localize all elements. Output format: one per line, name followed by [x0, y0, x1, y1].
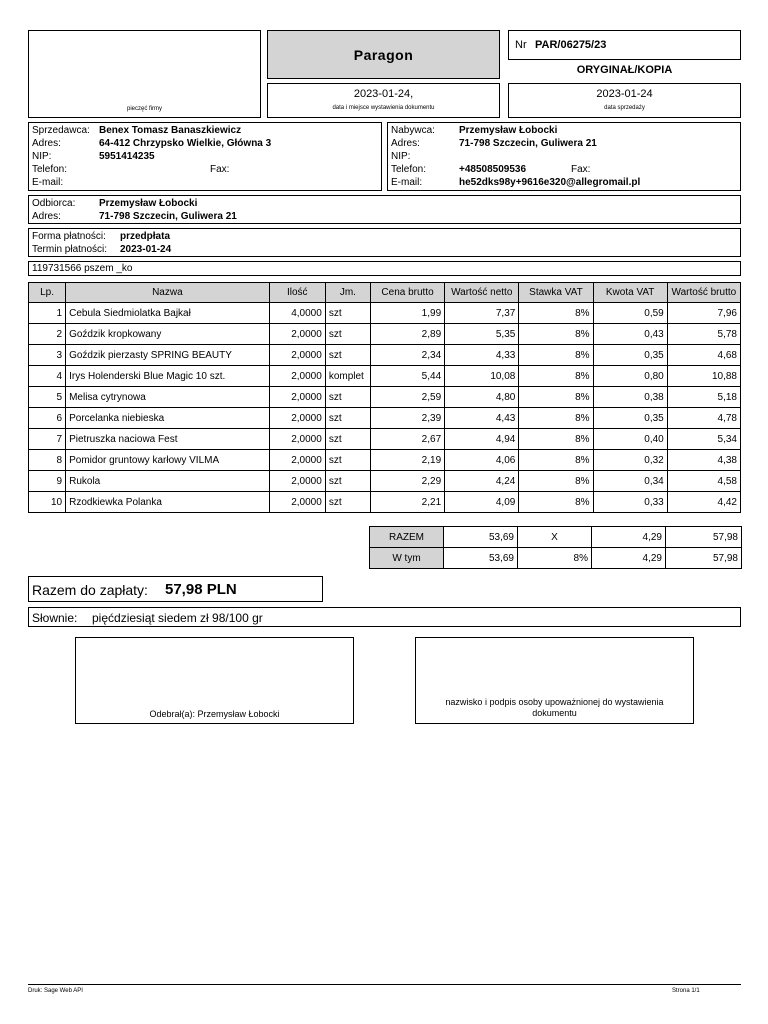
buyer-email-row — [391, 176, 641, 189]
cell-lp: 6 — [29, 408, 66, 429]
cell-lp: 8 — [29, 450, 66, 471]
summary-incl-row — [370, 548, 742, 569]
payment-form: przedpłata — [120, 231, 171, 242]
buyer-name: Przemysław Łobocki — [459, 125, 558, 136]
seller-label: Sprzedawca: — [32, 125, 90, 136]
cell-vat-rate: 8% — [519, 471, 593, 492]
cell-vat-amount: 0,80 — [593, 366, 667, 387]
cell-lp: 4 — [29, 366, 66, 387]
cell-net-value: 4,94 — [445, 429, 519, 450]
cell-quantity: 2,0000 — [269, 324, 325, 345]
cell-quantity: 2,0000 — [269, 450, 325, 471]
cell-unit: szt — [325, 471, 370, 492]
recipient-address: 71-798 Szczecin, Guliwera 21 — [99, 211, 237, 222]
summary-table — [369, 526, 742, 569]
cell-gross-price: 2,89 — [370, 324, 444, 345]
cell-vat-rate: 8% — [519, 387, 593, 408]
cell-vat-rate: 8% — [519, 324, 593, 345]
buyer-address-row — [391, 137, 597, 150]
seller-box — [28, 122, 382, 191]
payment-term-label: Termin płatności: — [32, 244, 108, 255]
buyer-fax-label: Fax: — [571, 164, 591, 175]
cell-quantity: 2,0000 — [269, 366, 325, 387]
cell-lp: 9 — [29, 471, 66, 492]
recipient-address-row — [32, 210, 237, 223]
cell-vat-amount: 0,32 — [593, 450, 667, 471]
cell-vat-rate: 8% — [519, 450, 593, 471]
table-row — [29, 366, 741, 387]
buyer-box — [387, 122, 741, 191]
cell-unit: szt — [325, 450, 370, 471]
sale-date-caption: data sprzedaży — [604, 105, 645, 111]
seller-nip: 5951414235 — [99, 151, 155, 162]
total-to-pay-label: Razem do zapłaty: — [32, 582, 148, 598]
cell-unit: szt — [325, 324, 370, 345]
issuer-signature-box — [415, 637, 694, 724]
in-words-label: Słownie: — [32, 611, 78, 625]
summary-incl-net: 53,69 — [444, 548, 518, 569]
cell-unit: szt — [325, 408, 370, 429]
header-unit: Jm. — [325, 283, 370, 303]
cell-name: Pietruszka naciowa Fest — [66, 429, 270, 450]
table-header-row — [29, 283, 741, 303]
summary-total-net: 53,69 — [444, 527, 518, 548]
cell-vat-rate: 8% — [519, 492, 593, 513]
table-row — [29, 429, 741, 450]
cell-name: Porcelanka niebieska — [66, 408, 270, 429]
document-number-box — [508, 30, 741, 60]
cell-unit: szt — [325, 429, 370, 450]
summary-incl-rate: 8% — [518, 548, 592, 569]
cell-quantity: 2,0000 — [269, 408, 325, 429]
received-by-label: Odebrał(a): Przemysław Łobocki — [149, 709, 280, 719]
cell-lp: 7 — [29, 429, 66, 450]
issue-date: 2023-01-24, — [353, 88, 414, 100]
footer-divider — [28, 984, 741, 985]
cell-quantity: 2,0000 — [269, 387, 325, 408]
buyer-email-label: E-mail: — [391, 177, 423, 188]
table-row — [29, 324, 741, 345]
total-to-pay-box — [28, 576, 323, 602]
cell-gross-value: 4,42 — [667, 492, 740, 513]
cell-gross-value: 5,78 — [667, 324, 740, 345]
seller-name-row — [32, 124, 242, 137]
table-row — [29, 303, 741, 324]
buyer-nip-row — [391, 150, 410, 163]
cell-unit: szt — [325, 492, 370, 513]
payment-box — [28, 228, 741, 257]
summary-total-rate: X — [518, 527, 592, 548]
cell-gross-value: 7,96 — [667, 303, 740, 324]
table-row — [29, 492, 741, 513]
cell-net-value: 5,35 — [445, 324, 519, 345]
recipient-address-label: Adres: — [32, 211, 61, 222]
summary-total-gross: 57,98 — [666, 527, 742, 548]
cell-gross-price: 2,21 — [370, 492, 444, 513]
sale-date-box — [508, 83, 741, 118]
buyer-phone-label: Telefon: — [391, 164, 427, 175]
cell-gross-value: 5,34 — [667, 429, 740, 450]
header-quantity: Ilość — [269, 283, 325, 303]
payment-form-label: Forma płatności: — [32, 231, 106, 242]
cell-gross-value: 4,38 — [667, 450, 740, 471]
cell-lp: 5 — [29, 387, 66, 408]
cell-gross-value: 10,88 — [667, 366, 740, 387]
seller-email-row — [32, 176, 63, 189]
header-vat-amount: Kwota VAT — [593, 283, 667, 303]
cell-gross-value: 5,18 — [667, 387, 740, 408]
cell-gross-price: 2,67 — [370, 429, 444, 450]
table-row — [29, 450, 741, 471]
cell-name: Goździk kropkowany — [66, 324, 270, 345]
cell-unit: szt — [325, 303, 370, 324]
cell-gross-price: 2,59 — [370, 387, 444, 408]
cell-unit: szt — [325, 345, 370, 366]
total-to-pay-amount: 57,98 PLN — [165, 581, 237, 598]
cell-unit: komplet — [325, 366, 370, 387]
stamp-caption: pieczęć firmy — [126, 106, 162, 112]
table-row — [29, 387, 741, 408]
cell-quantity: 4,0000 — [269, 303, 325, 324]
recipient-name: Przemysław Łobocki — [99, 198, 198, 209]
document-type-label: Paragon — [353, 46, 414, 63]
in-words-box — [28, 607, 741, 627]
cell-lp: 3 — [29, 345, 66, 366]
cell-gross-price: 2,19 — [370, 450, 444, 471]
company-stamp-box — [28, 30, 261, 118]
header-net-value: Wartość netto — [445, 283, 519, 303]
buyer-address: 71-798 Szczecin, Guliwera 21 — [459, 138, 597, 149]
buyer-address-label: Adres: — [391, 138, 420, 149]
seller-nip-row — [32, 150, 155, 163]
header-gross-price: Cena brutto — [370, 283, 444, 303]
seller-fax-label: Fax: — [210, 164, 230, 175]
recipient-label: Odbiorca: — [32, 198, 76, 209]
summary-total-row — [370, 527, 742, 548]
cell-name: Rzodkiewka Polanka — [66, 492, 270, 513]
cell-vat-amount: 0,59 — [593, 303, 667, 324]
cell-gross-price: 5,44 — [370, 366, 444, 387]
payment-form-row — [32, 230, 171, 243]
cell-lp: 10 — [29, 492, 66, 513]
summary-incl-label: W tym — [370, 548, 444, 569]
seller-email-label: E-mail: — [32, 177, 64, 188]
issuer-signature-label: nazwisko i podpis osoby upoważnionej do wystawienia dokumentu — [445, 697, 664, 718]
buyer-phone: +48508509536 — [459, 164, 527, 175]
cell-gross-value: 4,58 — [667, 471, 740, 492]
recipient-box — [28, 195, 741, 224]
note-text: 119731566 pszem _ko — [32, 263, 133, 274]
seller-name: Benex Tomasz Banaszkiewicz — [99, 125, 242, 136]
cell-net-value: 10,08 — [445, 366, 519, 387]
table-row — [29, 408, 741, 429]
cell-name: Melisa cytrynowa — [66, 387, 270, 408]
cell-quantity: 2,0000 — [269, 492, 325, 513]
summary-incl-gross: 57,98 — [666, 548, 742, 569]
summary-incl-vat: 4,29 — [592, 548, 666, 569]
seller-phone-label: Telefon: — [32, 164, 68, 175]
cell-unit: szt — [325, 387, 370, 408]
cell-name: Pomidor gruntowy karłowy VILMA — [66, 450, 270, 471]
cell-name: Goździk pierzasty SPRING BEAUTY — [66, 345, 270, 366]
sale-date: 2023-01-24 — [596, 88, 653, 100]
header-name: Nazwa — [66, 283, 270, 303]
cell-net-value: 4,43 — [445, 408, 519, 429]
header-lp: Lp. — [29, 283, 66, 303]
cell-vat-amount: 0,33 — [593, 492, 667, 513]
cell-net-value: 4,09 — [445, 492, 519, 513]
number-prefix: Nr — [515, 39, 527, 51]
header-gross-value: Wartość brutto — [667, 283, 740, 303]
header-vat-rate: Stawka VAT — [519, 283, 593, 303]
cell-lp: 1 — [29, 303, 66, 324]
cell-vat-rate: 8% — [519, 345, 593, 366]
cell-name: Rukola — [66, 471, 270, 492]
cell-vat-rate: 8% — [519, 429, 593, 450]
cell-net-value: 4,80 — [445, 387, 519, 408]
cell-net-value: 4,06 — [445, 450, 519, 471]
cell-quantity: 2,0000 — [269, 471, 325, 492]
cell-vat-amount: 0,35 — [593, 408, 667, 429]
items-table — [28, 282, 741, 513]
payment-term: 2023-01-24 — [120, 244, 172, 255]
cell-lp: 2 — [29, 324, 66, 345]
seller-address-row — [32, 137, 272, 150]
cell-net-value: 4,24 — [445, 471, 519, 492]
cell-gross-value: 4,78 — [667, 408, 740, 429]
cell-quantity: 2,0000 — [269, 429, 325, 450]
page-number: Strona 1/1 — [672, 988, 700, 994]
printed-by: Druk: Sage Web API — [28, 988, 83, 994]
cell-vat-amount: 0,34 — [593, 471, 667, 492]
payment-term-row — [32, 243, 172, 256]
recipient-name-row — [32, 197, 198, 210]
cell-vat-amount: 0,38 — [593, 387, 667, 408]
cell-gross-value: 4,68 — [667, 345, 740, 366]
seller-address-label: Adres: — [32, 138, 61, 149]
document-type — [267, 30, 500, 79]
issue-date-caption: data i miejsce wystawienia dokumentu — [332, 105, 435, 111]
buyer-email: he52dks98y+9616e320@allegromail.pl — [459, 177, 641, 188]
cell-name: Irys Holenderski Blue Magic 10 szt. — [66, 366, 270, 387]
table-row — [29, 345, 741, 366]
in-words-text: pięćdziesiąt siedem zł 98/100 gr — [92, 611, 263, 625]
issue-date-box — [267, 83, 500, 118]
buyer-phone-row — [391, 163, 731, 176]
cell-gross-price: 1,99 — [370, 303, 444, 324]
cell-vat-amount: 0,35 — [593, 345, 667, 366]
cell-vat-rate: 8% — [519, 303, 593, 324]
cell-net-value: 7,37 — [445, 303, 519, 324]
cell-vat-rate: 8% — [519, 408, 593, 429]
table-row — [29, 471, 741, 492]
received-by-box — [75, 637, 354, 724]
buyer-name-row — [391, 124, 558, 137]
document-number: PAR/06275/23 — [535, 39, 607, 51]
original-copy-label: ORYGINAŁ/KOPIA — [576, 64, 673, 76]
cell-quantity: 2,0000 — [269, 345, 325, 366]
buyer-nip-label: NIP: — [391, 151, 411, 162]
cell-vat-amount: 0,40 — [593, 429, 667, 450]
buyer-label: Nabywca: — [391, 125, 435, 136]
seller-address: 64-412 Chrzypsko Wielkie, Główna 3 — [99, 138, 272, 149]
cell-gross-price: 2,29 — [370, 471, 444, 492]
note-box — [28, 261, 741, 276]
summary-total-vat: 4,29 — [592, 527, 666, 548]
cell-vat-amount: 0,43 — [593, 324, 667, 345]
cell-net-value: 4,33 — [445, 345, 519, 366]
cell-gross-price: 2,34 — [370, 345, 444, 366]
seller-phone-row — [32, 163, 372, 176]
cell-vat-rate: 8% — [519, 366, 593, 387]
cell-gross-price: 2,39 — [370, 408, 444, 429]
cell-name: Cebula Siedmiolatka Bajkał — [66, 303, 270, 324]
summary-total-label: RAZEM — [370, 527, 444, 548]
seller-nip-label: NIP: — [32, 151, 52, 162]
